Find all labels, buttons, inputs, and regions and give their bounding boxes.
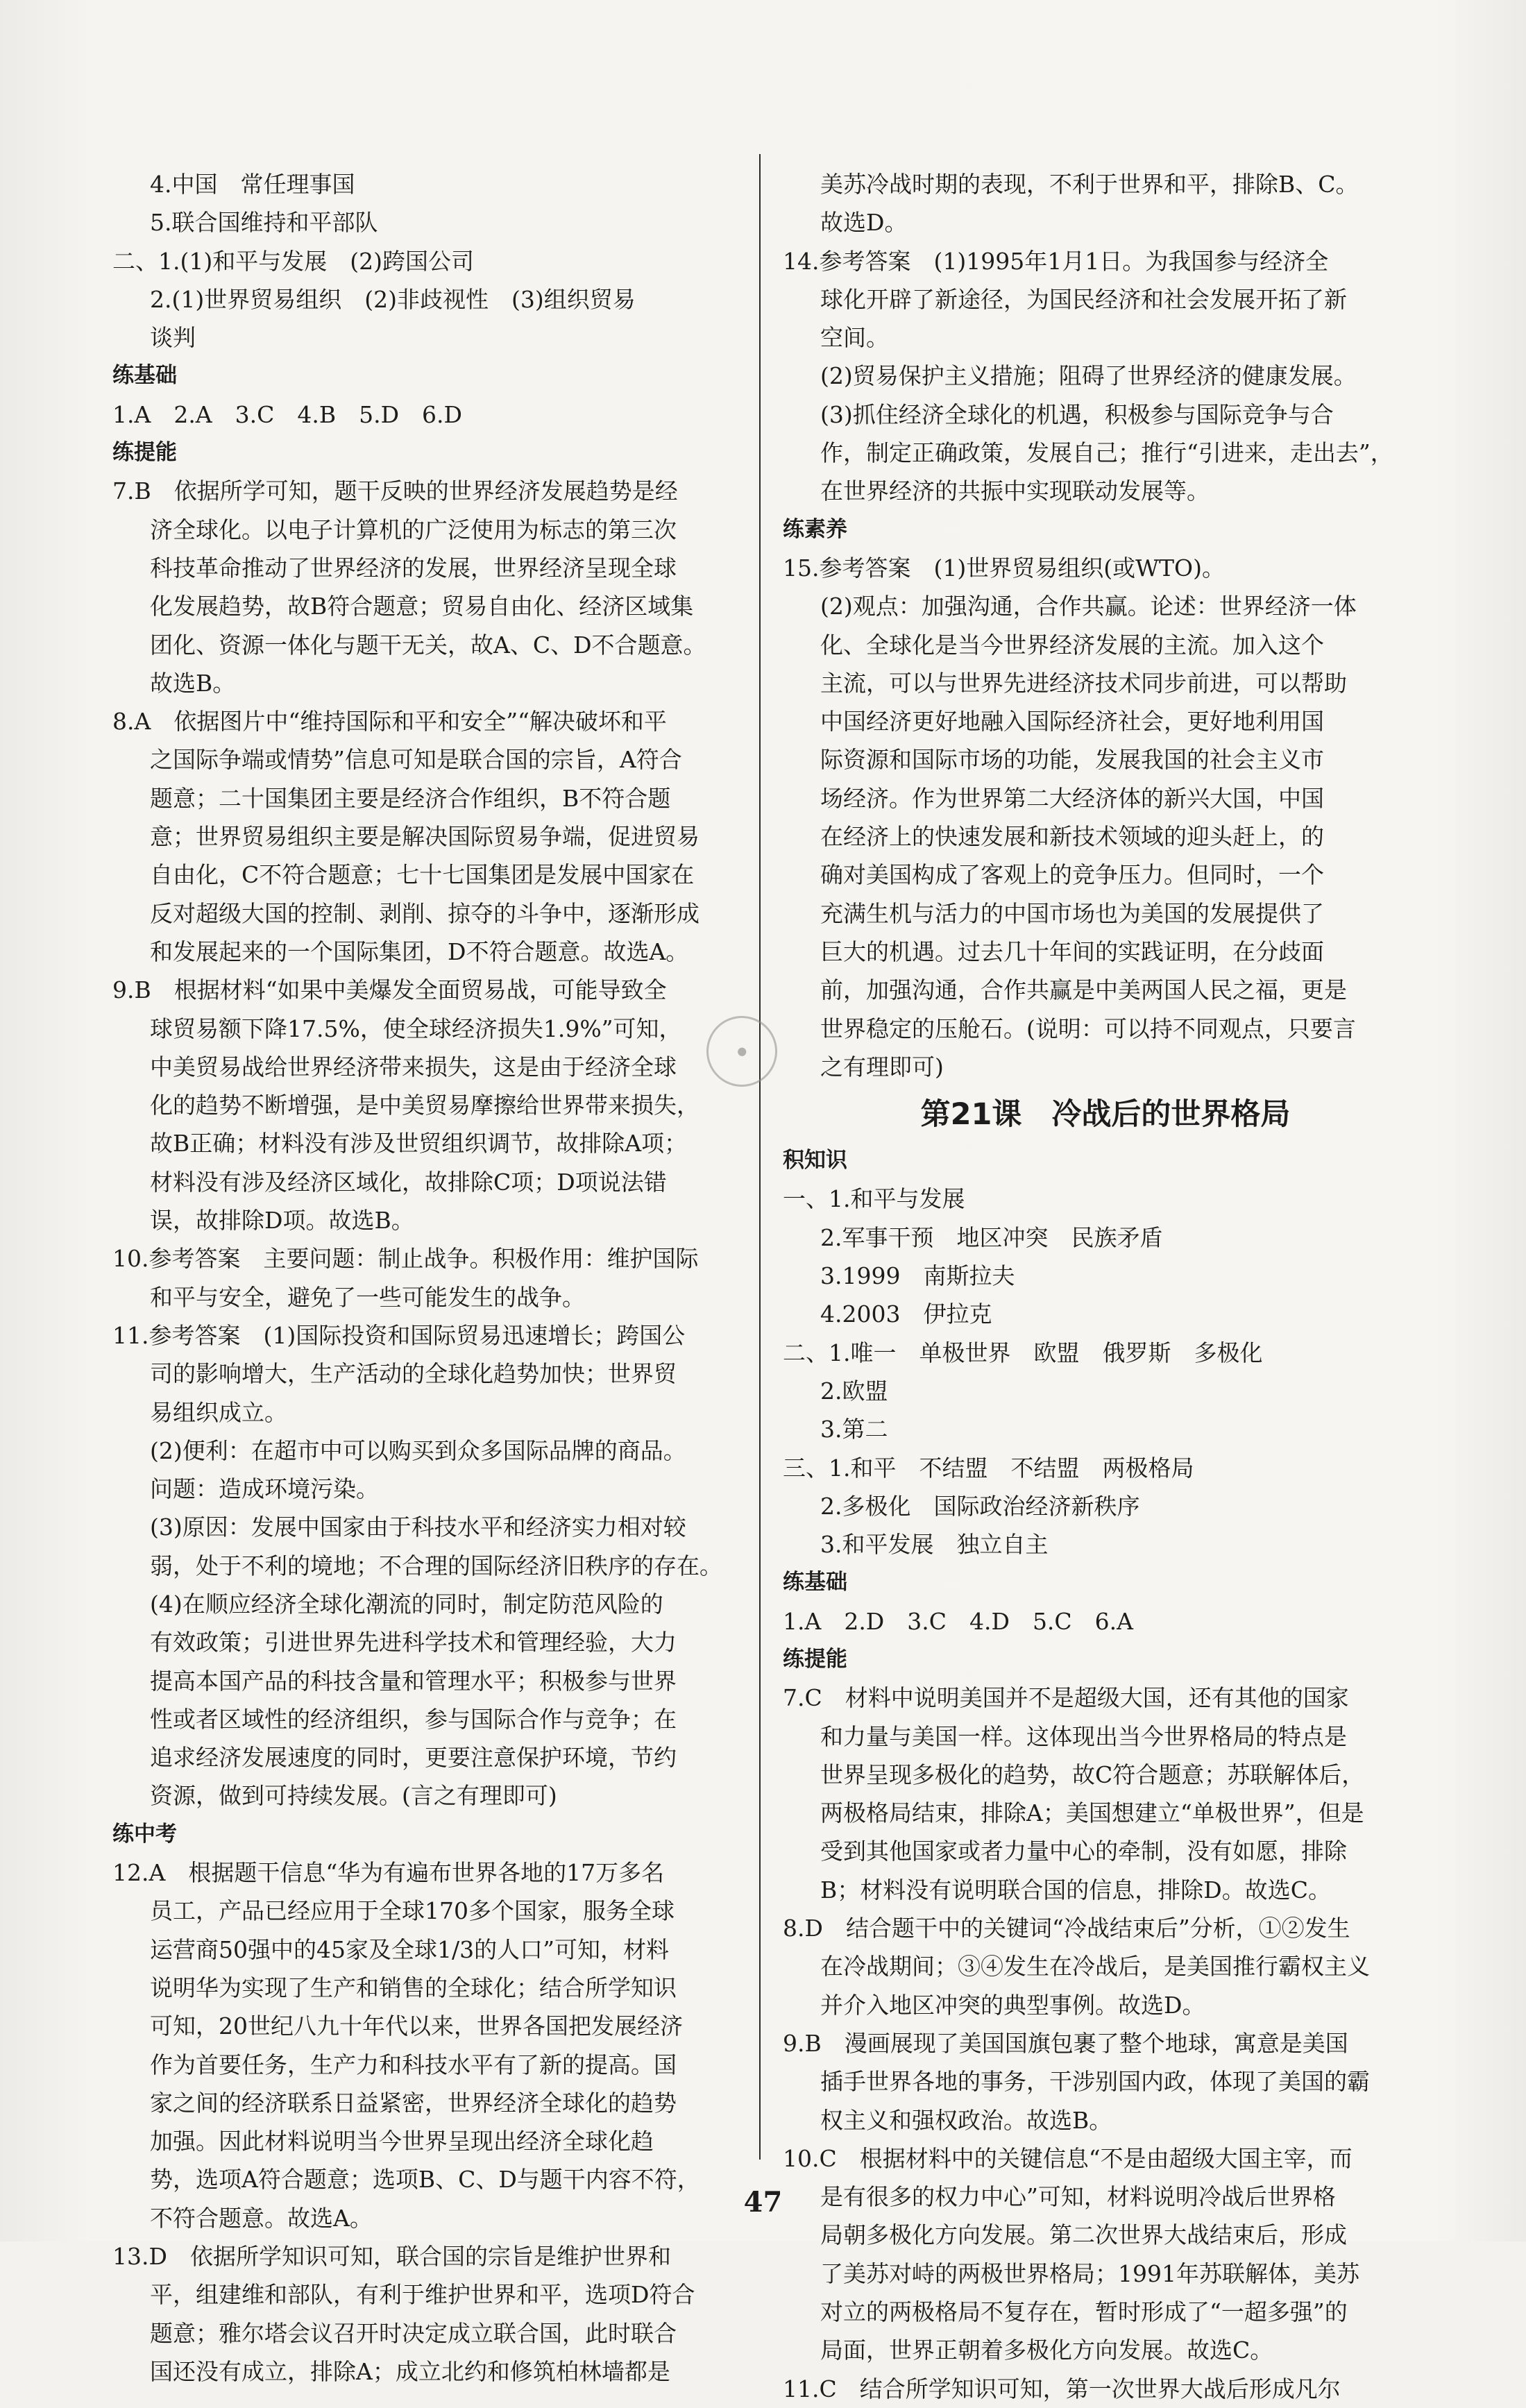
right-text-line: 了美苏对峙的两极世界格局；1991年苏联解体，美苏 — [820, 2259, 1359, 2287]
left-text-line: 化的趋势不断增强，是中美贸易摩擦给世界带来损失， — [150, 1092, 700, 1119]
left-text-line: 平，组建维和部队，有利于维护世界和平，选项D符合 — [150, 2281, 695, 2309]
column-divider — [759, 154, 761, 2160]
lesson-title: 第21课 冷战后的世界格局 — [920, 1097, 1291, 1133]
right-text-line: 两极格局结束，排除A；美国想建立“单极世界”，但是 — [820, 1799, 1364, 1827]
right-text-line: 2.欧盟 — [820, 1377, 888, 1405]
right-text-line: 插手世界各地的事务，干涉别国内政，体现了美国的霸 — [820, 2068, 1370, 2096]
right-text-line: 巨大的机遇。过去几十年间的实践证明，在分歧面 — [820, 938, 1324, 965]
left-text-line: 自由化，C不符合题意；七十七国集团是发展中国家在 — [150, 861, 695, 889]
left-text-line: 意；世界贸易组织主要是解决国际贸易争端，促进贸易 — [150, 823, 700, 851]
right-text-line: 在冷战期间；③④发生在冷战后，是美国推行霸权主义 — [820, 1953, 1370, 1981]
right-text-line: 15.参考答案 (1)世界贸易组织(或WTO)。 — [783, 554, 1225, 582]
section-heading: 练基础 — [783, 1570, 847, 1595]
right-text-line: 11.C 结合所学知识可知，第一次世界大战后形成凡尔 — [783, 2375, 1341, 2402]
left-text-line: 家之间的经济联系日益紧密，世界经济全球化的趋势 — [150, 2089, 677, 2117]
right-text-line: 3.和平发展 独立自主 — [820, 1531, 1049, 1559]
right-text-line: 场经济。作为世界第二大经济体的新兴大国，中国 — [820, 784, 1324, 812]
left-text-line: 员工，产品已经应用于全球170多个国家，服务全球 — [150, 1897, 675, 1925]
right-text-line: 2.多极化 国际政治经济新秩序 — [820, 1492, 1140, 1520]
left-text-line: 和平与安全，避免了一些可能发生的战争。 — [150, 1283, 585, 1311]
left-text-line: 13.D 依据所学知识可知，联合国的宗旨是维护世界和 — [112, 2243, 671, 2271]
right-text-line: (2)贸易保护主义措施；阻碍了世界经济的健康发展。 — [820, 362, 1357, 390]
right-text-line: 14.参考答案 (1)1995年1月1日。为我国参与经济全 — [783, 247, 1329, 275]
left-text-line: 材料没有涉及经济区域化，故排除C项；D项说法错 — [150, 1168, 667, 1196]
right-text-line: 之有理即可) — [820, 1053, 944, 1080]
left-text-line: 题意；雅尔塔会议召开时决定成立联合国，此时联合 — [150, 2319, 677, 2347]
left-text-line: 谈判 — [150, 324, 196, 352]
right-column — [783, 165, 1428, 2408]
left-text-line: 故B正确；材料没有涉及世贸组织调节，故排除A项； — [150, 1130, 688, 1158]
left-text-line: 资源，做到可持续发展。(言之有理即可) — [150, 1782, 557, 1810]
left-text-line: 10.参考答案 主要问题：制止战争。积极作用：维护国际 — [112, 1245, 699, 1273]
right-text-line: B；材料没有说明联合国的信息，排除D。故选C。 — [820, 1876, 1331, 1903]
left-text-line: 问题：造成环境污染。 — [150, 1475, 379, 1503]
left-text-line: 国还没有成立，排除A；成立北约和修筑柏林墙都是 — [150, 2357, 670, 2385]
right-text-line: (2)观点：加强沟通，合作共赢。论述：世界经济一体 — [820, 593, 1357, 620]
left-text-line: 2.(1)世界贸易组织 (2)非歧视性 (3)组织贸易 — [150, 285, 636, 313]
left-text-line: 11.参考答案 (1)国际投资和国际贸易迅速增长；跨国公 — [112, 1321, 686, 1349]
right-text-line: 二、1.唯一 单极世界 欧盟 俄罗斯 多极化 — [783, 1339, 1263, 1366]
left-column — [112, 165, 758, 2391]
left-text-line: 8.A 依据图片中“维持国际和平和安全”“解决破坏和平 — [112, 708, 667, 736]
left-text-line: 提高本国产品的科技含量和管理水平；积极参与世界 — [150, 1667, 677, 1695]
right-text-line: 作，制定正确政策，发展自己；推行“引进来，走出去”， — [820, 439, 1393, 467]
left-text-line: 不符合题意。故选A。 — [150, 2204, 373, 2232]
right-text-line: 8.D 结合题干中的关键词“冷战结束后”分析，①②发生 — [783, 1915, 1350, 1942]
right-text-line: 世界呈现多极化的趋势，故C符合题意；苏联解体后， — [820, 1761, 1365, 1788]
right-text-line: 2.军事干预 地区冲突 民族矛盾 — [820, 1223, 1163, 1251]
section-heading: 练提能 — [783, 1646, 847, 1672]
left-text-line: 性或者区域性的经济组织，参与国际合作与竞争；在 — [150, 1705, 677, 1733]
left-text-line: (3)原因：发展中国家由于科技水平和经济实力相对较 — [150, 1514, 686, 1541]
right-text-line: 充满生机与活力的中国市场也为美国的发展提供了 — [820, 899, 1324, 927]
right-text-line: 美苏冷战时期的表现，不利于世界和平，排除B、C。 — [820, 171, 1359, 198]
watermark-stamp: ● — [697, 1007, 787, 1096]
right-text-line: 在世界经济的共振中实现联动发展等。 — [820, 477, 1210, 505]
left-text-line: 二、1.(1)和平与发展 (2)跨国公司 — [112, 247, 474, 275]
right-text-line: 10.C 根据材料中的关键信息“不是由超级大国主宰，而 — [783, 2144, 1353, 2172]
right-text-line: 权主义和强权政治。故选B。 — [820, 2106, 1112, 2134]
left-text-line: 误，故排除D项。故选B。 — [150, 1207, 414, 1235]
right-text-line: (3)抓住经济全球化的机遇，积极参与国际竞争与合 — [820, 400, 1334, 428]
right-text-line: 化、全球化是当今世界经济发展的主流。加入这个 — [820, 631, 1324, 659]
right-text-line: 和力量与美国一样。这体现出当今世界格局的特点是 — [820, 1722, 1347, 1750]
right-text-line: 4.2003 伊拉克 — [820, 1300, 992, 1328]
right-text-line: 世界稳定的压舱石。(说明：可以持不同观点，只要言 — [820, 1015, 1356, 1042]
left-text-line: 有效政策；引进世界先进科学技术和管理经验，大力 — [150, 1629, 677, 1656]
section-heading: 练中考 — [112, 1821, 177, 1847]
left-text-line: 司的影响增大，生产活动的全球化趋势加快；世界贸 — [150, 1360, 677, 1388]
left-text-line: 中美贸易战给世界经济带来损失，这是由于经济全球 — [150, 1053, 677, 1080]
left-text-line: 球贸易额下降17.5%，使全球经济损失1.9%”可知， — [150, 1015, 682, 1042]
left-text-line: 势，选项A符合题意；选项B、C、D与题干内容不符， — [150, 2166, 700, 2194]
left-text-line: 说明华为实现了生产和销售的全球化；结合所学知识 — [150, 1974, 677, 2001]
right-text-line: 球化开辟了新途径，为国民经济和社会发展开拓了新 — [820, 285, 1347, 313]
right-text-line: 际资源和国际市场的功能，发展我国的社会主义市 — [820, 746, 1324, 774]
page-number: 47 — [743, 2186, 783, 2219]
left-text-line: 9.B 根据材料“如果中美爆发全面贸易战，可能导致全 — [112, 976, 667, 1004]
left-text-line: 1.A 2.A 3.C 4.B 5.D 6.D — [112, 400, 462, 428]
right-text-line: 在经济上的快速发展和新技术领域的迎头赶上，的 — [820, 823, 1324, 851]
right-text-line: 受到其他国家或者力量中心的牵制，没有如愿，排除 — [820, 1838, 1347, 1865]
right-text-line: 1.A 2.D 3.C 4.D 5.C 6.A — [783, 1607, 1133, 1635]
right-text-line: 3.1999 南斯拉夫 — [820, 1262, 1015, 1290]
left-text-line: 4.中国 常任理事国 — [150, 171, 355, 198]
left-text-line: 题意；二十国集团主要是经济合作组织，B不符合题 — [150, 784, 671, 812]
left-text-line: 12.A 根据题干信息“华为有遍布世界各地的17万多名 — [112, 1859, 665, 1887]
section-heading: 练基础 — [112, 363, 177, 389]
right-text-line: 并介入地区冲突的典型事例。故选D。 — [820, 1991, 1205, 2019]
left-text-line: (4)在顺应经济全球化潮流的同时，制定防范风险的 — [150, 1590, 663, 1618]
right-text-line: 对立的两极格局不复存在，暂时形成了“一超多强”的 — [820, 2298, 1348, 2326]
right-text-line: 3.第二 — [820, 1416, 888, 1443]
left-text-line: 团化、资源一体化与题干无关，故A、C、D不合题意。 — [150, 631, 706, 659]
left-text-line: 作为首要任务，生产力和科技水平有了新的提高。国 — [150, 2051, 677, 2078]
right-text-line: 三、1.和平 不结盟 不结盟 两极格局 — [783, 1454, 1194, 1482]
section-heading: 练素养 — [783, 516, 847, 542]
right-text-line: 7.C 材料中说明美国并不是超级大国，还有其他的国家 — [783, 1684, 1349, 1712]
left-text-line: 5.联合国维持和平部队 — [150, 209, 378, 237]
left-text-line: 易组织成立。 — [150, 1398, 287, 1426]
left-text-line: 加强。因此材料说明当今世界呈现出经济全球化趋 — [150, 2128, 654, 2155]
right-text-line: 局面，世界正朝着多极化方向发展。故选C。 — [820, 2337, 1273, 2364]
right-text-line: 局朝多极化方向发展。第二次世界大战结束后，形成 — [820, 2221, 1347, 2249]
right-text-line: 9.B 漫画展现了美国国旗包裹了整个地球，寓意是美国 — [783, 2029, 1348, 2057]
left-text-line: 故选B。 — [150, 669, 236, 697]
left-text-line: 7.B 依据所学可知，题干反映的世界经济发展趋势是经 — [112, 477, 678, 505]
left-text-line: 科技革命推动了世界经济的发展，世界经济呈现全球 — [150, 554, 677, 582]
left-text-line: 可知，20世纪八九十年代以来，世界各国把发展经济 — [150, 2012, 683, 2040]
left-text-line: 化发展趋势，故B符合题意；贸易自由化、经济区域集 — [150, 593, 694, 620]
left-text-line: 弱，处于不利的境地；不合理的国际经济旧秩序的存在。 — [150, 1552, 722, 1579]
right-text-line: 是有很多的权力中心”可知，材料说明冷战后世界格 — [820, 2183, 1336, 2211]
right-text-line: 空间。 — [820, 324, 889, 352]
left-text-line: 追求经济发展速度的同时，更要注意保护环境，节约 — [150, 1744, 677, 1772]
right-text-line: 故选D。 — [820, 209, 908, 237]
right-text-line: 前，加强沟通，合作共赢是中美两国人民之福，更是 — [820, 976, 1347, 1004]
left-text-line: 和发展起来的一个国际集团，D不符合题意。故选A。 — [150, 938, 689, 965]
left-text-line: 济全球化。以电子计算机的广泛使用为标志的第三次 — [150, 516, 677, 543]
left-text-line: (2)便利：在超市中可以购买到众多国际品牌的商品。 — [150, 1436, 686, 1464]
right-text-line: 一、1.和平与发展 — [783, 1185, 965, 1213]
left-text-line: 反对超级大国的控制、剥削、掠夺的斗争中，逐渐形成 — [150, 899, 700, 927]
left-text-line: 运营商50强中的45家及全球1/3的人口”可知，材料 — [150, 1935, 669, 1963]
left-text-line: 之国际争端或情势”信息可知是联合国的宗旨，A符合 — [150, 746, 682, 774]
section-heading: 练提能 — [112, 440, 177, 466]
right-text-line: 中国经济更好地融入国际经济社会，更好地利用国 — [820, 708, 1324, 736]
section-heading: 积知识 — [783, 1148, 847, 1173]
right-text-line: 主流，可以与世界先进经济技术同步前进，可以帮助 — [820, 669, 1347, 697]
right-text-line: 确对美国构成了客观上的竞争压力。但同时，一个 — [820, 861, 1324, 889]
